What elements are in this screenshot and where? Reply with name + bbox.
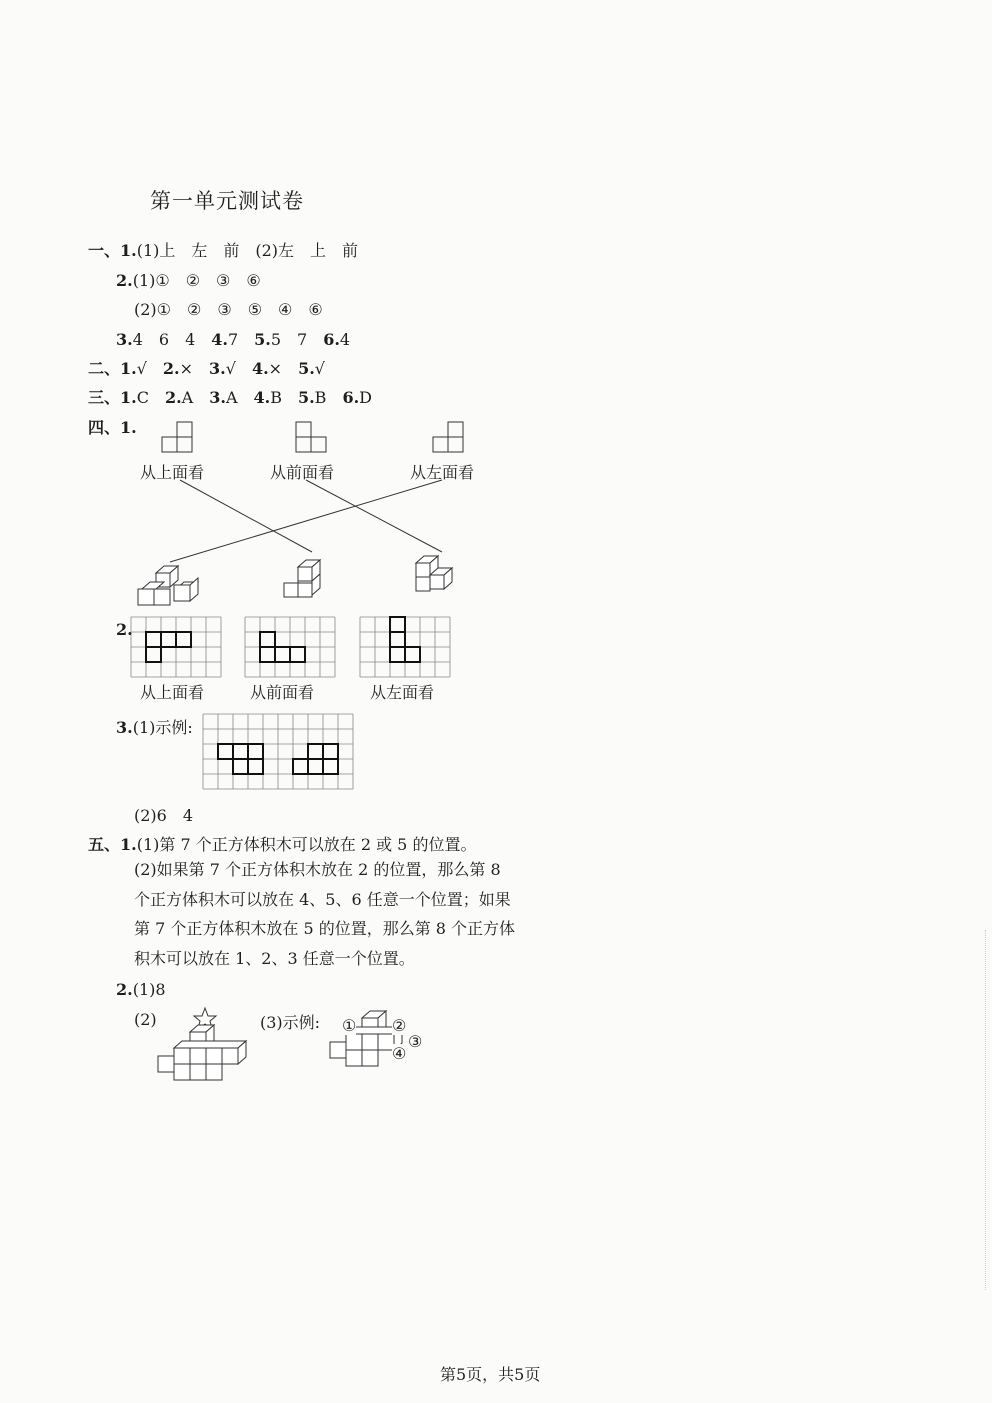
shaded-cell xyxy=(308,759,323,774)
answer-text: A xyxy=(225,388,254,407)
question-number: 2. xyxy=(116,980,133,999)
answer-text: (1)上 左 前 (2)左 上 前 xyxy=(136,241,359,260)
section-5-q1-p2: (2)如果第 7 个正方体积木放在 2 的位置，那么第 8 个正方体积木可以放在 4、5、6 任意一个位置；如果第 7 个正方体积木放在 5 的位置，那么第 8 个正方体积木可以放在 1、2、3 任意一个位置。 xyxy=(134,860,516,968)
question-number: 3. xyxy=(209,388,226,407)
cube-figure-star xyxy=(158,1008,246,1080)
answer-text: B xyxy=(314,388,343,407)
page-title: 第一单元测试卷 xyxy=(150,189,304,213)
answer-text: (1)8 xyxy=(132,980,166,999)
answer-text: A xyxy=(181,388,210,407)
shaded-cell xyxy=(161,632,176,647)
position-marker: ③ xyxy=(408,1032,423,1051)
shaded-cell xyxy=(275,647,290,662)
shaded-cell xyxy=(323,759,338,774)
shaded-cell xyxy=(146,632,161,647)
label-top-view: 从上面看 xyxy=(140,683,205,702)
question-number: 5. xyxy=(254,330,271,349)
answer-text: × xyxy=(179,359,210,378)
shaded-cell xyxy=(176,632,191,647)
section-2-heading: 二、 xyxy=(88,359,121,378)
label-left-view: 从左面看 xyxy=(410,463,475,482)
section-3-heading: 三、 xyxy=(88,388,121,407)
match-line xyxy=(306,480,442,552)
question-number: 3. xyxy=(116,718,133,737)
section-4-q3-part2: (2)6 4 xyxy=(134,806,194,825)
section-5-q1-p1 xyxy=(88,832,476,855)
view-shape-left xyxy=(433,422,463,452)
shaded-cell xyxy=(390,647,405,662)
answer-text: (1)示例: xyxy=(132,718,193,737)
label-top-view: 从上面看 xyxy=(140,463,205,482)
answer-text: D xyxy=(359,388,372,407)
position-marker: ④ xyxy=(392,1044,407,1063)
grid-front-view xyxy=(245,617,335,677)
shaded-cell xyxy=(233,759,248,774)
question-number: 5. xyxy=(298,359,315,378)
grid-left-view xyxy=(360,617,450,677)
question-number: 4. xyxy=(211,330,228,349)
grid-example xyxy=(203,714,353,789)
shaded-cell xyxy=(260,632,275,647)
question-number: 4. xyxy=(253,388,271,407)
view-shape-top xyxy=(162,422,192,452)
question-number: 1. xyxy=(120,359,137,378)
shaded-cell xyxy=(290,647,305,662)
answer-text: 7 xyxy=(227,330,255,349)
answer-text: B xyxy=(270,388,298,407)
section-5-heading: 五、 xyxy=(88,835,121,854)
answer-text: 4 xyxy=(339,330,351,349)
answer-text: (1)① ② ③ ⑥ xyxy=(132,271,261,290)
shaded-cell xyxy=(248,759,263,774)
question-number: 2. xyxy=(162,359,180,378)
question-number: 1. xyxy=(120,241,137,260)
section-4-q3 xyxy=(116,715,193,738)
question-number: 2. xyxy=(164,388,182,407)
question-number: 5. xyxy=(297,388,315,407)
page-number: 第5页，共5页 xyxy=(440,1365,541,1384)
question-number: 2. xyxy=(116,271,133,290)
view-shape-front xyxy=(296,422,326,452)
question-number: 1. xyxy=(120,835,137,854)
match-line xyxy=(180,480,312,552)
question-number: 6. xyxy=(323,330,340,349)
answer-text: √ xyxy=(314,359,325,378)
match-line xyxy=(170,480,442,562)
shaded-cell xyxy=(323,744,338,759)
question-number: 1. xyxy=(120,388,137,407)
cube-stack-b xyxy=(284,560,320,597)
shaded-cell xyxy=(308,744,323,759)
binding-edge xyxy=(985,930,986,1290)
shaded-cell xyxy=(218,744,233,759)
cube-stack-c xyxy=(416,556,452,591)
section-1-heading: 一、 xyxy=(88,241,121,260)
position-marker: ② xyxy=(392,1016,407,1035)
shaded-cell xyxy=(405,647,420,662)
answer-text: √ xyxy=(225,359,252,378)
answer-text: × xyxy=(268,359,299,378)
shaded-cell xyxy=(293,759,308,774)
label-front-view: 从前面看 xyxy=(270,463,335,482)
answer-text: C xyxy=(136,388,165,407)
answer-text: (1)第 7 个正方体积木可以放在 2 或 5 的位置。 xyxy=(136,835,477,854)
label-front-view: 从前面看 xyxy=(250,683,315,702)
answer-text: √ xyxy=(136,359,163,378)
shaded-cell xyxy=(390,632,405,647)
shaded-cell xyxy=(146,647,161,662)
question-number: 3. xyxy=(209,359,226,378)
shaded-cell xyxy=(390,617,405,632)
grid-top-view xyxy=(131,617,221,677)
question-number: 3. xyxy=(116,330,133,349)
cube-stack-a xyxy=(138,566,198,605)
section-4-heading: 四、 xyxy=(88,418,121,437)
answer-text: 4 6 4 xyxy=(132,330,212,349)
section-1-q2-line2: (2)① ② ③ ⑤ ④ ⑥ xyxy=(134,300,323,319)
section-5-q2-p2: (2) xyxy=(134,1010,157,1029)
shaded-cell xyxy=(260,647,275,662)
section-5-q2-p1 xyxy=(116,980,166,999)
question-number: 6. xyxy=(342,388,360,407)
answer-text: 5 7 xyxy=(270,330,324,349)
question-number: 2. xyxy=(116,620,133,639)
question-number: 1. xyxy=(120,418,137,437)
shaded-cell xyxy=(233,744,248,759)
question-number: 4. xyxy=(251,359,269,378)
position-marker: ① xyxy=(342,1016,357,1035)
label-left-view: 从左面看 xyxy=(370,683,435,702)
section-5-q2-p3: (3)示例: xyxy=(260,1013,321,1032)
shaded-cell xyxy=(248,744,263,759)
